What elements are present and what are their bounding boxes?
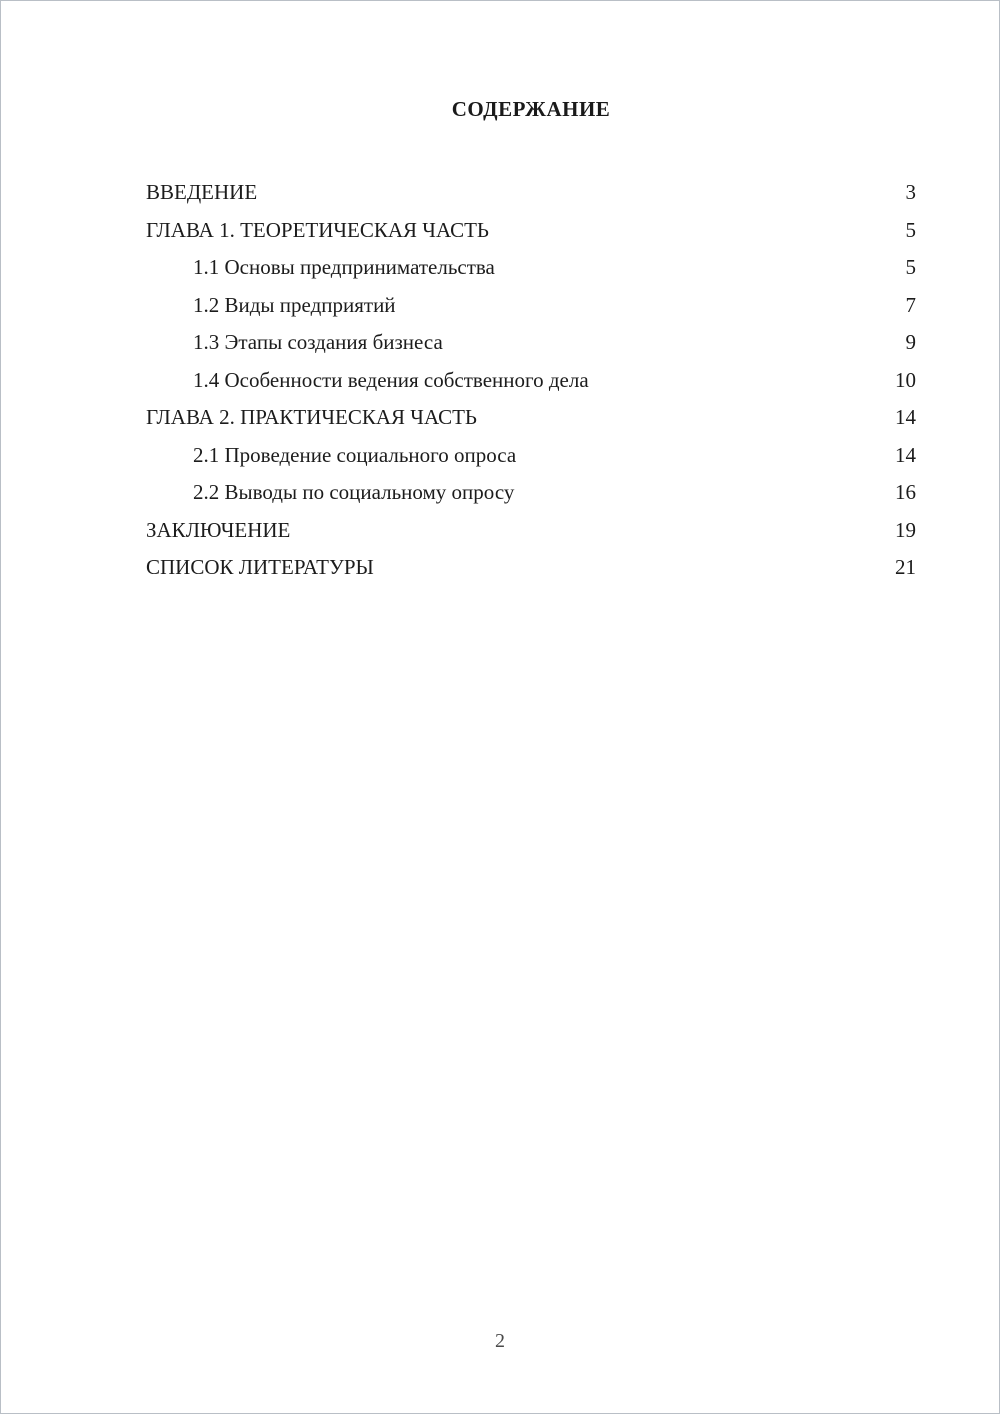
toc-entry-page: 9 <box>905 330 916 354</box>
toc-entry <box>146 174 916 212</box>
toc-entry-page: 10 <box>895 367 916 392</box>
toc-entry-label: 2.1 Проведение социального опроса <box>193 442 517 467</box>
toc-entry-page: 14 <box>895 405 916 429</box>
toc-entry-label: ЗАКЛЮЧЕНИЕ <box>146 517 291 542</box>
toc-entry-label: СПИСОК ЛИТЕРАТУРЫ <box>146 555 374 579</box>
page-title: СОДЕРЖАНИЕ <box>451 97 611 121</box>
toc-entry <box>146 212 916 250</box>
toc-entry-label: ВВЕДЕНИЕ <box>146 180 258 204</box>
toc-entry-label: 2.2 Выводы по социальному опросу <box>193 480 515 504</box>
toc-entry-page: 5 <box>905 255 916 279</box>
toc-entry <box>146 437 916 475</box>
toc-entry <box>146 474 916 512</box>
toc-entry-page: 7 <box>905 292 916 317</box>
toc-entry-page: 14 <box>895 442 916 467</box>
toc-entry-label: ГЛАВА 2. ПРАКТИЧЕСКАЯ ЧАСТЬ <box>146 405 477 429</box>
toc-entry <box>146 362 916 400</box>
table-of-contents <box>146 174 916 587</box>
toc-entry-page: 16 <box>895 480 916 504</box>
toc-content <box>146 97 916 587</box>
footer-page-number: 2 <box>495 1330 505 1352</box>
toc-entry-page: 19 <box>895 517 916 542</box>
toc-entry-label: 1.1 Основы предпринимательства <box>193 255 495 279</box>
toc-entry-page: 3 <box>905 180 916 204</box>
toc-entry-label: ГЛАВА 1. ТЕОРЕТИЧЕСКАЯ ЧАСТЬ <box>146 217 489 242</box>
toc-entry-page: 5 <box>905 217 916 242</box>
toc-entry <box>146 549 916 587</box>
toc-entry <box>146 249 916 287</box>
toc-entry <box>146 399 916 437</box>
toc-entry-label: 1.3 Этапы создания бизнеса <box>193 330 443 354</box>
toc-entry <box>146 287 916 325</box>
toc-entry <box>146 512 916 550</box>
toc-entry-label: 1.2 Виды предприятий <box>193 292 396 317</box>
toc-entry-label: 1.4 Особенности ведения собственного дела <box>193 367 589 392</box>
toc-entry <box>146 324 916 362</box>
toc-entry-page: 21 <box>895 555 916 579</box>
